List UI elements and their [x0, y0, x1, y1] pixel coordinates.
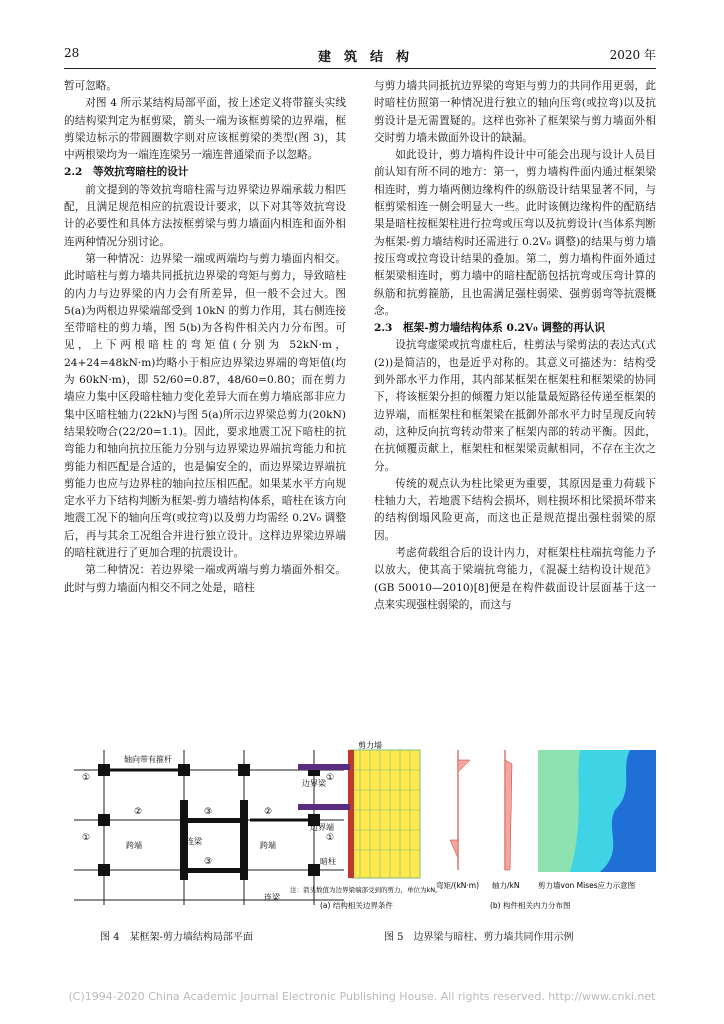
fig5b-subcaption: (b) 构件相关内力分布图	[490, 901, 571, 910]
issue-year: 2020 年	[609, 48, 656, 62]
left-column	[64, 78, 346, 597]
section-heading: 2.2 等效抗弯暗柱的设计	[64, 166, 189, 179]
fig4-circle-4: ①	[326, 833, 335, 843]
paragraph: 与剪力墙共同抵抗边界梁的弯矩与剪力的共同作用更弱，此时暗柱仿照第一种情况进行独立的轴向压弯(或拉弯)以及抗剪设计是无需置疑的。这样也弥补了框架梁与剪力墙面外相交时剪力墙未做面外设计的缺漏。	[374, 80, 656, 144]
fig4-label-link-2: 连梁	[264, 893, 280, 902]
fig4-label-link-1: 连梁	[186, 837, 202, 846]
header-rule	[64, 68, 656, 69]
right-column	[374, 78, 656, 614]
copyright-footer: (C)1994-2020 China Academic Journal Electronic Publishing House. All rights reserved. http://www.cnki.net	[68, 990, 656, 1003]
fig5b-stress-label: 剪力墙von Mises应力示意图	[538, 881, 636, 890]
paragraph: 对图 4 所示某结构局部平面，按上述定义将带箍头实线的结构梁判定为框剪梁，箭头一端为该框剪梁的边界端，框剪梁边标示的带圆圈数字则对应该框剪梁的类型(图 3)，其中两根梁均为一端连连梁另一端连普通梁而予以忽略。	[64, 97, 346, 162]
journal-title: 建 筑 结 构	[318, 50, 410, 65]
fig4-circle-2: ①	[82, 833, 91, 843]
paragraph: 暂可忽略。	[64, 80, 117, 92]
fig4-circle-6: ③	[204, 807, 213, 817]
paragraph: 设抗弯虚梁或抗弯虚柱后，柱剪法与梁剪法的表达式(式(2))是简洁的，也是近乎对称的。其意义可描述为：结构受到外部水平力作用，其内部某框架在框架柱和框架梁的协同下，将该框架分担的倾覆力矩以能量最短路径传递至框架的边界端，而框架柱和框架梁在抵御外部水平力时呈现反向转动，这种反向抗弯转动带来了框架内部的转动平衡。因此，在抗倾覆贡献上，框架柱和框架梁贡献相同，不存在主次之分。	[374, 339, 656, 473]
paragraph: 第二种情况：若边界梁一端或两端与剪力墙面外相交。此时与剪力墙面内相交不同之处是，暗柱	[64, 564, 346, 594]
fig4-label-beam: 轴向带有箍杆	[124, 755, 172, 764]
fig5a-subcaption: (a) 结构相关边界条件	[320, 901, 393, 910]
fig4-circle-3: ①	[326, 773, 335, 783]
page-number: 28	[64, 46, 80, 60]
fig4-circle-7: ②	[264, 807, 273, 817]
paragraph: 考虑荷载组合后的设计内力，对框架柱柱端抗弯能力予以放大，使其高于梁端抗弯能力，《混凝土结构设计规范》(GB 50010—2010)[8]便是在构件截面设计层面基于这一点来实现强柱弱梁的，而这与	[374, 547, 656, 611]
fig4-circle-1: ①	[82, 773, 91, 783]
fig4-circle-5: ②	[134, 807, 143, 817]
fig4-label-span-2: 跨端	[260, 841, 276, 850]
fig5a-column-label: 暗柱	[320, 857, 336, 866]
figure-5-caption: 图 5 边界梁与暗柱、剪力墙共同作用示例	[384, 932, 574, 943]
fig5a-end-label: 边界端	[310, 823, 334, 832]
section-heading: 2.3 框架-剪力墙结构体系 0.2V₀ 调整的再认识	[374, 322, 605, 335]
fig5b-axial-label: 轴力/kN	[492, 881, 520, 890]
figure-5b-internal-forces	[430, 740, 660, 915]
figure-4-caption: 图 4 某框架-剪力墙结构局部平面	[100, 932, 253, 943]
figure-5a-boundary-conditions	[290, 740, 442, 915]
paragraph: 如此设计，剪力墙构件设计中可能会出现与设计人员目前认知有所不同的地方：第一，剪力墙构件面内通过框架梁相连时，剪力墙两侧边缘构件的纵筋设计结果显著不同，与框剪梁相连一侧会明显大一些。此时该侧边缘构件的配筋结果是暗柱按框架柱进行拉弯或压弯以及抗剪设计(当体系判断为框架-剪力墙结构时还需进行 0.2V₀ 调整)的结果与剪力墙按压弯或拉弯设计结果的叠加。第二，剪力墙构件面外通过框架梁相连时，剪力墙中的暗柱配筋包括抗弯或压弯计算的纵筋和抗剪箍筋，且也需满足强柱弱梁、强剪弱弯等抗震概念。	[374, 149, 656, 317]
paragraph: 传统的观点认为柱比梁更为重要，其原因是重力荷载下柱轴力大，若地震下结构会损坏，则柱损坏相比梁损坏带来的结构倒塌风险更高，而这也正是规范提出强柱弱梁的原因。	[374, 477, 656, 542]
fig5b-moment-label: 弯矩/(kN·m)	[436, 881, 480, 890]
paragraph: 前文提到的等效抗弯暗柱需与边界梁边界端承载力相匹配，且满足规范相应的抗震设计要求，以下对其等效抗弯设计的必要性和具体方法按框剪梁与剪力墙面内相连和面外相连两种情况分别讨论。	[64, 183, 346, 248]
fig5a-note: 注：箭头数值为边界梁端部受到的剪力，单位为kN。	[290, 886, 442, 894]
fig4-label-span-1: 跨端	[126, 841, 142, 850]
fig5a-beam-label: 边界梁	[302, 779, 326, 788]
paragraph: 第一种情况：边界梁一端或两端均与剪力墙面内相交。此时暗柱与剪力墙共同抵抗边界梁的弯矩与剪力，导致暗柱的内力与边界梁的内力会有所差异，但一般不会过大。图 5(a)为两根边界梁端部受到 10kN 的剪力作用，其右侧连接至带暗柱的剪力墙，图 5(b)为各构件相关内力分布图。可见，上下两根暗柱的弯矩值(分别为 52kN·m，24+24=48kN·m)均略小于相应边界梁边界端的弯矩值(均为 60kN·m)，即 52/60=0.87，48/60=0.80；而在剪力墙应力集中区段暗柱轴力变化差异大而在剪力墙底部非应力集中区暗柱轴力(22kN)与图 5(a)所示边界梁总剪力(20kN)结果较吻合(22/20=1.1)。因此，要求地震工况下暗柱的抗弯能力和轴向抗拉压能力分别与边界梁边界端抗弯能力和抗剪能力相匹配是合适的，也是偏安全的，而边界梁边界端抗剪能力也应与边界柱的轴向拉压相匹配。如果某水平方向规定水平力下结构判断为框架-剪力墙结构体系，暗柱在该方向地震工况下的轴向压弯(或拉弯)以及剪力均需经 0.2V₀ 调整后，再与其余工况组合并进行独立设计。这样边界梁边界端的暗柱就进行了更加合理的抗震设计。	[64, 252, 346, 560]
fig4-circle-8: ③	[204, 857, 213, 867]
fig5a-wall-label: 剪力墙	[358, 741, 382, 750]
